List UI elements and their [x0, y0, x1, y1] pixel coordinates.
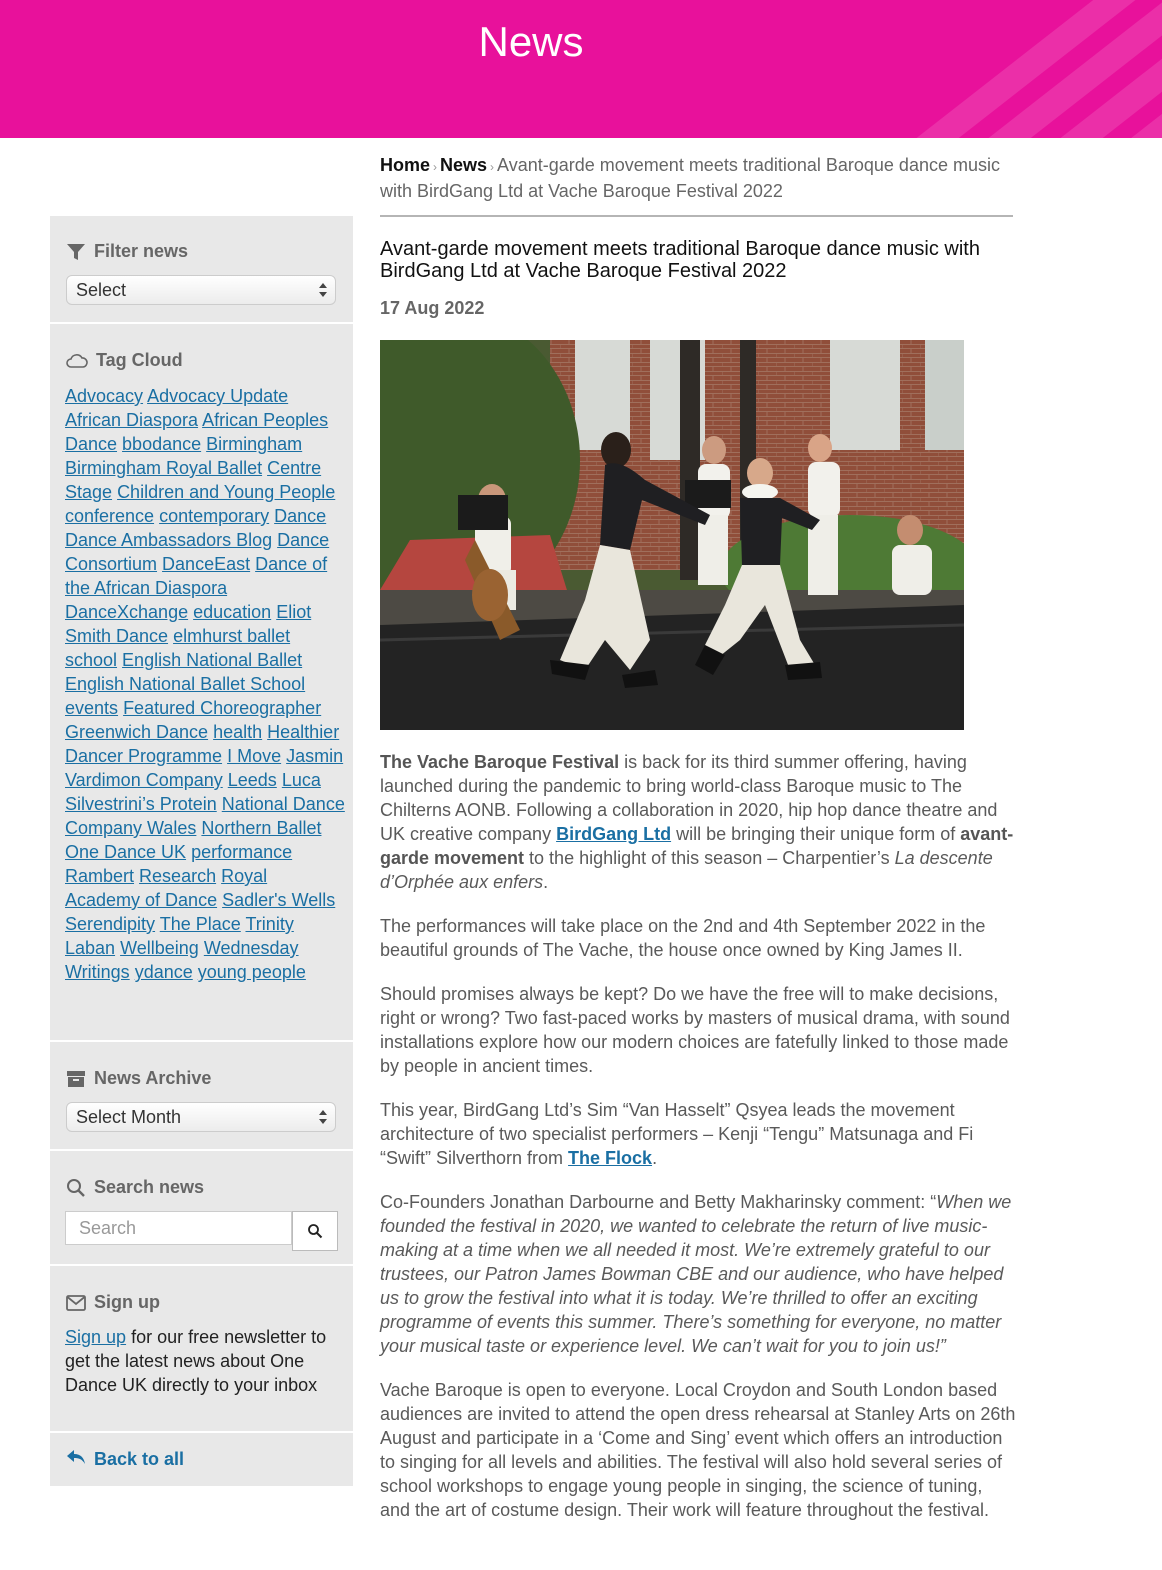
tag-link[interactable]: Sadler's Wells	[222, 890, 336, 910]
sidebar	[50, 216, 353, 1486]
paragraph-text: .	[543, 872, 549, 892]
article-body	[380, 750, 1016, 1542]
tag-link[interactable]: National Dance Company Wales	[65, 794, 345, 838]
sign-up-label: Sign up	[94, 1292, 160, 1312]
archive-icon	[66, 1070, 86, 1088]
tag-link[interactable]: young people	[197, 962, 306, 982]
tag-link[interactable]: Centre Stage	[65, 458, 322, 502]
sign-up-link[interactable]: Sign up	[65, 1327, 127, 1347]
cloud-icon	[66, 353, 88, 369]
tag-link[interactable]: Dance	[274, 506, 327, 526]
reply-arrow-icon	[66, 1449, 86, 1470]
page-banner	[0, 0, 1162, 138]
tag-link[interactable]: Wellbeing	[120, 938, 199, 958]
festival-name: The Vache Baroque Festival	[380, 752, 620, 772]
sign-up-text	[65, 1325, 340, 1397]
tag-link[interactable]: contemporary	[159, 506, 270, 526]
tag-link[interactable]: Children and Young People	[117, 482, 336, 502]
widget-divider	[50, 322, 353, 324]
tag-link[interactable]: English National Ballet	[122, 650, 303, 670]
tag-link[interactable]: Rambert	[65, 866, 135, 886]
tag-link[interactable]: DanceXchange	[65, 602, 189, 622]
widget-divider	[50, 1040, 353, 1042]
breadcrumb	[380, 153, 1020, 203]
article-paragraph	[380, 750, 1016, 894]
tag-link[interactable]: bbodance	[122, 434, 202, 454]
filter-news-label: Filter news	[94, 241, 189, 261]
search-submit-button[interactable]	[292, 1211, 338, 1251]
tag-link[interactable]: Northern Ballet	[201, 818, 322, 838]
archive-select-value: Select Month	[76, 1107, 182, 1127]
sign-up-heading	[66, 1292, 160, 1313]
news-archive-label: News Archive	[94, 1068, 212, 1088]
news-archive-heading	[66, 1068, 211, 1089]
breadcrumb-separator: ›	[490, 160, 495, 174]
article-paragraph: Vache Baroque is open to everyone. Local Croydon and South London based audiences are invited to attend the open dress rehearsal at Stanley Arts on 26th August and participate in a ‘Come and Sing’ event which offers an introduction to singing for all levels and abilities. The festival will also hold several series of school workshops to engage young people in singing, the science of tuning, and the art of costume design. Their work will feature throughout the festival.	[380, 1380, 1016, 1520]
widget-divider	[50, 1431, 353, 1433]
select-arrows-icon	[318, 281, 328, 299]
widget-divider	[50, 1149, 353, 1151]
tag-link[interactable]: Wednesday Writings	[65, 938, 299, 982]
tag-link[interactable]: African Diaspora	[65, 410, 199, 430]
filter-select-value: Select	[76, 280, 127, 300]
paragraph-text: to the highlight of this season – Charpentier’s	[524, 848, 895, 868]
widget-divider	[50, 1264, 353, 1266]
tag-link[interactable]: Luca Silvestrini’s Protein	[65, 770, 321, 814]
tag-link[interactable]: events	[65, 698, 119, 718]
tag-link[interactable]: African Peoples Dance	[65, 410, 329, 454]
breadcrumb-divider	[380, 215, 1013, 217]
select-arrows-icon	[318, 1108, 328, 1126]
filter-icon	[66, 242, 86, 262]
tag-link[interactable]: One Dance UK	[65, 842, 187, 862]
search-icon	[66, 1178, 86, 1198]
breadcrumb-current: Avant-garde movement meets traditional Baroque dance music with BirdGang Ltd at Vache Baroque Festival 2022	[380, 155, 1000, 201]
article-title: Avant-garde movement meets traditional Baroque dance music with BirdGang Ltd at Vache Baroque Festival 2022	[380, 238, 980, 282]
tag-link[interactable]: English National Ballet School	[65, 674, 306, 694]
breadcrumb-home[interactable]: Home	[380, 155, 431, 175]
filter-news-heading	[66, 241, 188, 262]
tag-link[interactable]: Birmingham	[206, 434, 303, 454]
tag-link[interactable]: elmhurst ballet school	[65, 626, 291, 670]
tag-link[interactable]: Jasmin Vardimon Company	[65, 746, 344, 790]
article-paragraph: The performances will take place on the 2nd and 4th September 2022 in the beautiful grounds of The Vache, the house once owned by King James II.	[380, 916, 986, 960]
the-flock-link[interactable]: The Flock	[568, 1148, 653, 1168]
tag-link[interactable]: Advocacy Update	[147, 386, 289, 406]
sign-up-description: for our free newsletter to get the latest news about One Dance UK directly to your inbox	[65, 1327, 327, 1395]
tag-link[interactable]: Leeds	[227, 770, 277, 790]
tag-link[interactable]: Dance Consortium	[65, 530, 330, 574]
tag-link[interactable]: The Place	[159, 914, 241, 934]
search-news-label: Search news	[94, 1177, 205, 1197]
tag-cloud-heading	[66, 350, 183, 371]
tag-cloud	[65, 384, 345, 984]
back-to-all-link[interactable]	[66, 1449, 184, 1470]
tag-link[interactable]: performance	[191, 842, 293, 862]
article-paragraph	[380, 1098, 1016, 1170]
dancers-performance-photo	[380, 340, 964, 730]
filter-select[interactable]	[66, 275, 336, 305]
back-to-all-label: Back to all	[94, 1449, 185, 1469]
tag-link[interactable]: Eliot Smith Dance	[65, 602, 312, 646]
page-title: News	[478, 18, 584, 65]
tag-link[interactable]: Greenwich Dance	[65, 722, 209, 742]
tag-link[interactable]: ydance	[134, 962, 193, 982]
search-icon	[307, 1223, 323, 1239]
article-paragraph	[380, 1190, 1016, 1358]
tag-link[interactable]: I Move	[227, 746, 282, 766]
tag-link[interactable]: Birmingham Royal Ballet	[65, 458, 263, 478]
birdgang-link[interactable]: BirdGang Ltd	[556, 824, 672, 844]
paragraph-text: is back for its third summer offering, having launched during the pandemic to bring world-class Baroque music to The Chilterns AONB. Following a collaboration in 2020, hip hop dance theatre and UK creative company	[380, 752, 998, 844]
tag-cloud-label: Tag Cloud	[96, 350, 183, 370]
search-news-heading	[66, 1177, 204, 1198]
breadcrumb-news[interactable]: News	[440, 155, 488, 175]
paragraph-text: Co-Founders Jonathan Darbourne and Betty Makharinsky comment: “	[380, 1192, 937, 1212]
breadcrumb-separator: ›	[433, 160, 438, 174]
article-date: 17 Aug 2022	[380, 298, 485, 318]
tag-link[interactable]: Trinity Laban	[65, 914, 294, 958]
paragraph-text: This year, BirdGang Ltd’s Sim “Van Hasselt” Qsyea leads the movement architecture of two specialist performers – Kenji “Tengu” Matsunaga and Fi “Swift” Silverthorn from	[380, 1100, 974, 1168]
tag-link[interactable]: Serendipity	[65, 914, 156, 934]
quote-text: When we founded the festival in 2020, we wanted to celebrate the return of live music-making at a time when we all needed it most. We’re extremely grateful to our trustees, our Patron James Bowman CBE and our audience, who have helped us to grow the festival into what it is today. We’re thrilled to offer an exciting programme of events this summer. There’s something for everyone, no matter your musical taste or experience level. We can’t wait for you to join us!”	[380, 1192, 1012, 1356]
tag-link[interactable]: Featured Choreographer	[123, 698, 322, 718]
emphasis-text: avant-garde movement	[380, 824, 1014, 868]
paragraph-text: will be bringing their unique form of	[671, 824, 961, 844]
tag-link[interactable]: Dance Ambassadors Blog	[65, 530, 273, 550]
tag-link[interactable]: education	[193, 602, 272, 622]
tag-link[interactable]: health	[213, 722, 263, 742]
search-input[interactable]: Search	[65, 1211, 292, 1245]
tag-link[interactable]: Dance of the African Diaspora	[65, 554, 328, 598]
article-paragraph: Should promises always be kept? Do we have the free will to make decisions, right or wrong? Two fast-paced works by masters of musical drama, with sound installations explore how our modern choices are fatefully linked to those made by people in ancient times.	[380, 984, 1010, 1076]
envelope-icon	[66, 1295, 86, 1311]
archive-month-select[interactable]	[66, 1102, 336, 1132]
tag-link[interactable]: Royal Academy of Dance	[65, 866, 268, 910]
work-title: La descente d’Orphée aux enfers	[380, 848, 993, 892]
tag-link[interactable]: Research	[139, 866, 217, 886]
tag-link[interactable]: Advocacy	[65, 386, 144, 406]
paragraph-text: .	[652, 1148, 658, 1168]
tag-link[interactable]: conference	[65, 506, 155, 526]
tag-link[interactable]: DanceEast	[162, 554, 251, 574]
article-photo	[380, 340, 964, 730]
tag-link[interactable]: Healthier Dancer Programme	[65, 722, 340, 766]
